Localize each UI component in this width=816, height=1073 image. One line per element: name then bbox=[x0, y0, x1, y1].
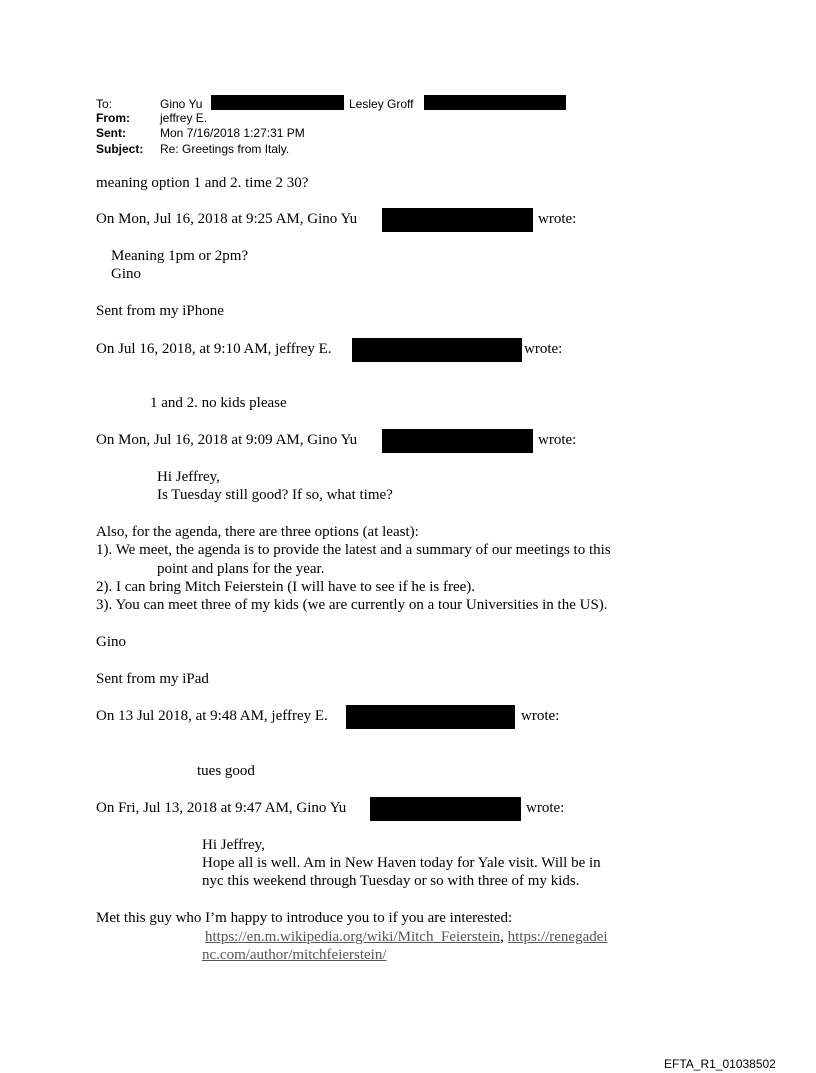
subject-label: Subject: bbox=[96, 142, 144, 156]
redaction-block bbox=[346, 705, 515, 729]
link-separator: , bbox=[500, 929, 504, 945]
quote-text: nyc this weekend through Tuesday or so with three of my kids. bbox=[202, 873, 580, 889]
signature-line: Sent from my iPad bbox=[96, 671, 209, 687]
sent-label: Sent: bbox=[96, 126, 126, 140]
redaction-block bbox=[352, 338, 522, 362]
to-recipient-1: Gino Yu bbox=[160, 97, 203, 111]
from-value: jeffrey E. bbox=[160, 111, 208, 125]
signature-line: Sent from my iPhone bbox=[96, 303, 224, 319]
redaction-block bbox=[424, 95, 566, 110]
agenda-intro: Also, for the agenda, there are three options (at least): bbox=[96, 524, 419, 540]
quote-header: On Fri, Jul 13, 2018 at 9:47 AM, Gino Yu bbox=[96, 800, 347, 816]
quote-header: On 13 Jul 2018, at 9:48 AM, jeffrey E. bbox=[96, 708, 328, 724]
sent-value: Mon 7/16/2018 1:27:31 PM bbox=[160, 126, 305, 140]
agenda-item: point and plans for the year. bbox=[157, 561, 325, 577]
signature-name: Gino bbox=[96, 634, 126, 650]
agenda-item: 2). I can bring Mitch Feierstein (I will have to see if he is free). bbox=[96, 579, 476, 595]
agenda-item: 3). You can meet three of my kids (we are currently on a tour Universities in the US). bbox=[96, 597, 608, 613]
document-id: EFTA_R1_01038502 bbox=[664, 1057, 776, 1071]
quote-text: Hi Jeffrey, bbox=[157, 469, 220, 485]
renegade-link-part1[interactable]: https://renegadei bbox=[507, 929, 608, 945]
link-line bbox=[205, 929, 608, 946]
quote-wrote: wrote: bbox=[526, 800, 565, 816]
reply-line: meaning option 1 and 2. time 2 30? bbox=[96, 175, 309, 191]
redaction-block bbox=[382, 429, 533, 453]
quote-text: Hi Jeffrey, bbox=[202, 837, 265, 853]
subject-value: Re: Greetings from Italy. bbox=[160, 142, 290, 156]
quote-text: Hope all is well. Am in New Haven today for Yale visit. Will be in bbox=[202, 855, 601, 871]
quote-wrote: wrote: bbox=[521, 708, 560, 724]
from-label: From: bbox=[96, 111, 130, 125]
agenda-item: 1). We meet, the agenda is to provide the latest and a summary of our meetings to this bbox=[96, 542, 611, 558]
quote-header: On Mon, Jul 16, 2018 at 9:25 AM, Gino Yu bbox=[96, 211, 358, 227]
quote-text: Gino bbox=[111, 266, 141, 282]
redaction-block bbox=[370, 797, 521, 821]
quote-text: Meaning 1pm or 2pm? bbox=[111, 248, 249, 264]
quote-text: 1 and 2. no kids please bbox=[150, 395, 287, 411]
intro-line: Met this guy who I’m happy to introduce you to if you are interested: bbox=[96, 910, 513, 926]
redaction-block bbox=[382, 208, 533, 232]
to-label: To: bbox=[96, 97, 113, 111]
link-line bbox=[202, 947, 387, 964]
quote-wrote: wrote: bbox=[524, 341, 563, 357]
quote-header: On Jul 16, 2018, at 9:10 AM, jeffrey E. bbox=[96, 341, 332, 357]
to-recipient-2: Lesley Groff bbox=[349, 97, 414, 111]
renegade-link-part2[interactable]: nc.com/author/mitchfeierstein/ bbox=[202, 947, 387, 963]
quote-text: Is Tuesday still good? If so, what time? bbox=[157, 487, 393, 503]
quote-wrote: wrote: bbox=[538, 432, 577, 448]
quote-text: tues good bbox=[197, 763, 255, 779]
redaction-block bbox=[211, 95, 344, 110]
quote-header: On Mon, Jul 16, 2018 at 9:09 AM, Gino Yu bbox=[96, 432, 358, 448]
quote-wrote: wrote: bbox=[538, 211, 577, 227]
wikipedia-link[interactable]: https://en.m.wikipedia.org/wiki/Mitch_Feierstein bbox=[205, 929, 501, 945]
